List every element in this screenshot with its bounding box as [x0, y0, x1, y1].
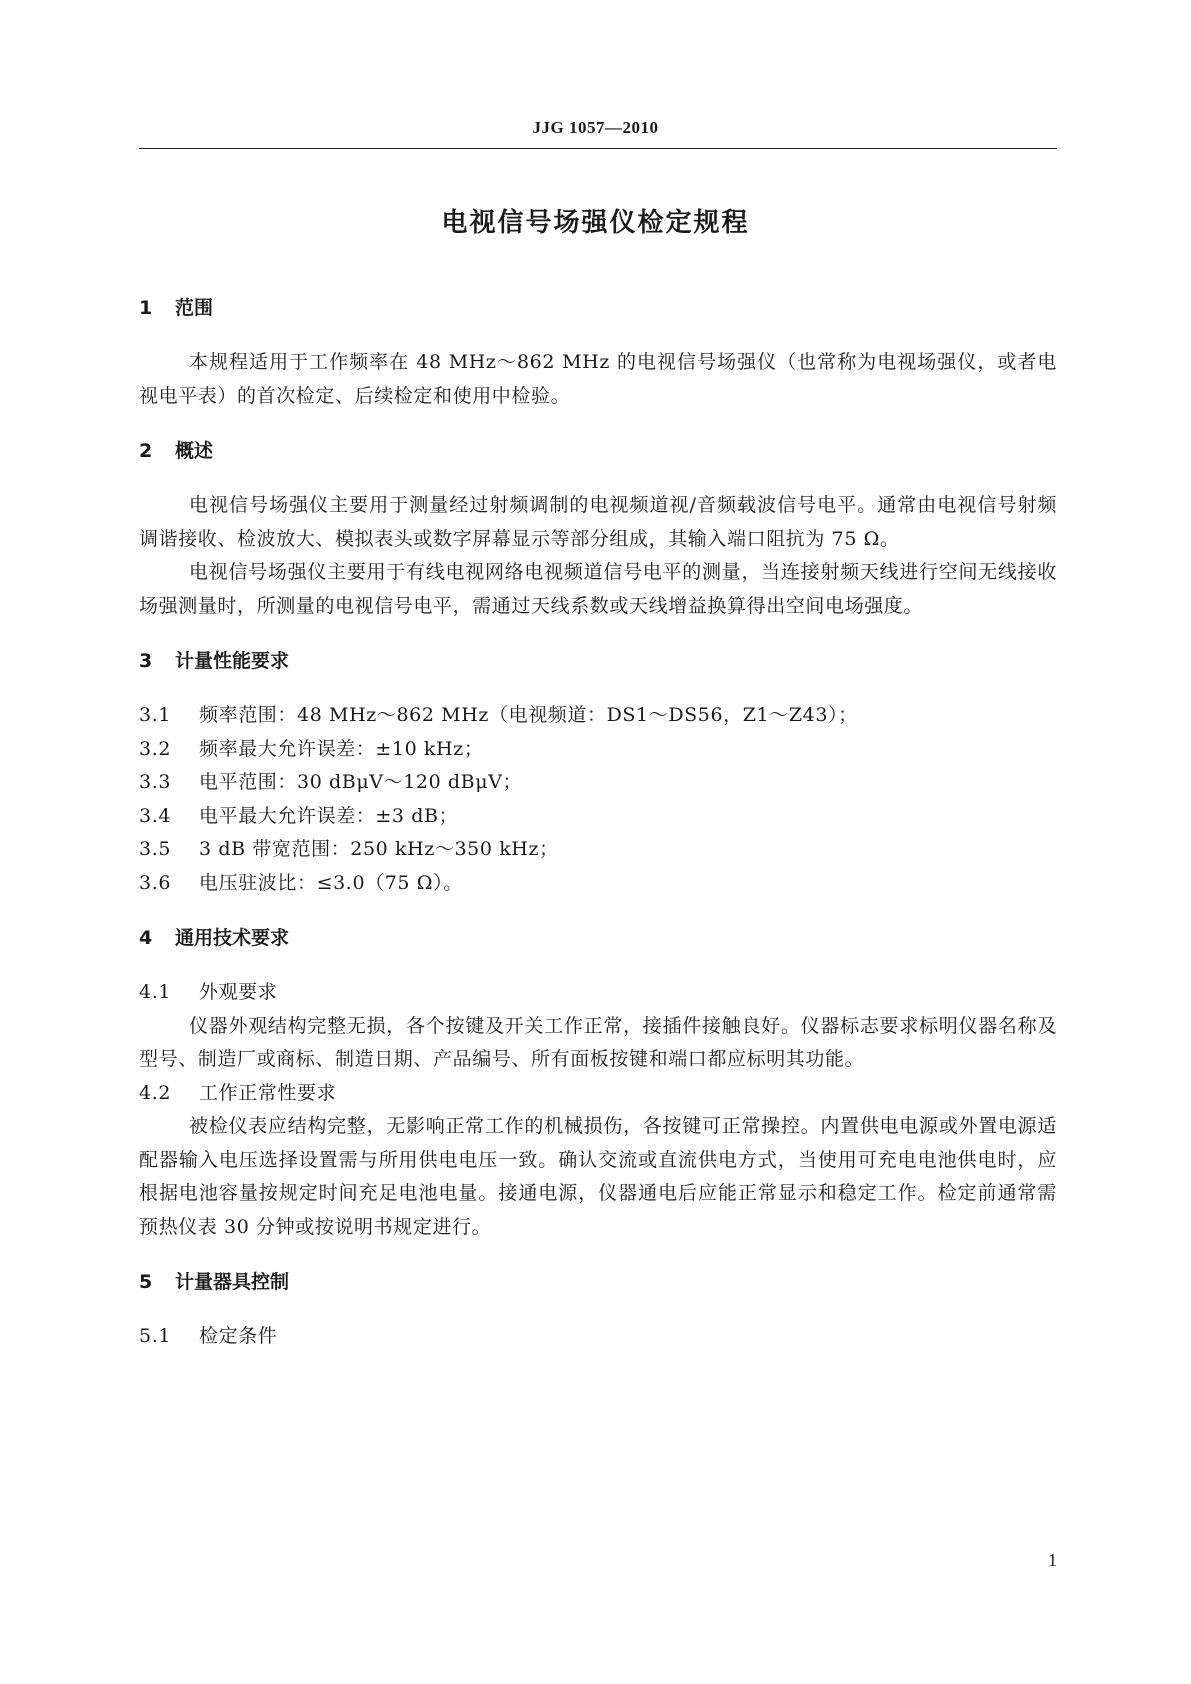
item-text: 频率范围：48 MHz～862 MHz（电视频道：DS1～DS56，Z1～Z43）；: [199, 704, 858, 726]
section-heading-2: [139, 435, 1057, 467]
section-title: 计量器具控制: [175, 1271, 290, 1293]
subsection-title: 检定条件: [199, 1325, 278, 1347]
subsection-number: 4.2: [139, 1081, 172, 1104]
section-number: 2: [139, 440, 153, 462]
subsection-heading: [139, 1320, 1057, 1354]
list-item: [139, 867, 1057, 901]
list-item: [139, 699, 1057, 733]
section-heading-4: [139, 922, 1057, 954]
subsection-heading: [139, 1077, 1057, 1111]
item-text: 频率最大允许误差：±10 kHz；: [199, 737, 484, 760]
header-rule: [139, 148, 1057, 149]
list-item: [139, 733, 1057, 767]
section-heading-3: [139, 645, 1057, 677]
document-body: [139, 292, 1057, 1354]
section-heading-5: [139, 1266, 1057, 1298]
item-number: 3.5: [139, 838, 172, 860]
list-item: [139, 833, 1057, 867]
item-number: 3.1: [139, 704, 172, 726]
item-text: 电压驻波比：≤3.0（75 Ω）。: [199, 871, 463, 894]
requirements-list: [139, 699, 1057, 900]
list-item: [139, 766, 1057, 800]
subsection-heading: [139, 976, 1057, 1010]
item-text: 3 dB 带宽范围：250 kHz～350 kHz；: [199, 838, 559, 860]
subsection-number: 4.1: [139, 981, 172, 1003]
section-number: 4: [139, 927, 153, 949]
paragraph: 电视信号场强仪主要用于测量经过射频调制的电视频道视/音频载波信号电平。通常由电视信号射频调谐接收、检波放大、模拟表头或数字屏幕显示等部分组成，其输入端口阻抗为 75 Ω。: [139, 494, 1057, 550]
section-title: 概述: [175, 440, 214, 462]
standard-code-header: JJG 1057—2010: [532, 118, 659, 137]
item-number: 3.3: [139, 771, 172, 793]
subsection-title: 工作正常性要求: [199, 1081, 337, 1104]
section-title: 通用技术要求: [175, 927, 290, 949]
paragraph: 电视信号场强仪主要用于有线电视网络电视频道信号电平的测量，当连接射频天线进行空间无线接收场强测量时，所测量的电视信号电平，需通过天线系数或天线增益换算得出空间电场强度。: [139, 561, 1057, 617]
item-number: 3.6: [139, 871, 172, 894]
item-text: 电平范围：30 dBμV～120 dBμV；: [199, 771, 523, 793]
page-number: 1: [1048, 1550, 1057, 1570]
list-item: [139, 800, 1057, 834]
subsection-title: 外观要求: [199, 981, 278, 1003]
document-title: 电视信号场强仪检定规程: [441, 208, 750, 238]
section-title: 范围: [175, 297, 214, 319]
item-text: 电平最大允许误差：±3 dB；: [199, 804, 459, 827]
section-number: 3: [139, 650, 153, 672]
paragraph: 被检仪表应结构完整，无影响正常工作的机械损伤，各按键可正常操控。内置供电电源或外置电源适配器输入电压选择设置需与所用供电电压一致。确认交流或直流供电方式，当使用可充电电池供电时，应根据电池容量按规定时间充足电池电量。接通电源，仪器通电后应能正常显示和稳定工作。检定前通常需预热仪表 30 分钟或按说明书规定进行。: [139, 1115, 1057, 1238]
paragraph: 本规程适用于工作频率在 48 MHz～862 MHz 的电视信号场强仪（也常称为电视场强仪，或者电视电平表）的首次检定、后续检定和使用中检验。: [139, 351, 1057, 407]
item-number: 3.4: [139, 804, 172, 827]
item-number: 3.2: [139, 737, 172, 760]
paragraph: 仪器外观结构完整无损，各个按键及开关工作正常，接插件接触良好。仪器标志要求标明仪器名称及型号、制造厂或商标、制造日期、产品编号、所有面板按键和端口都应标明其功能。: [139, 1014, 1057, 1070]
subsection-number: 5.1: [139, 1325, 172, 1347]
section-heading-1: [139, 292, 1057, 324]
section-title: 计量性能要求: [175, 650, 290, 672]
section-number: 1: [139, 297, 153, 319]
section-number: 5: [139, 1271, 153, 1293]
